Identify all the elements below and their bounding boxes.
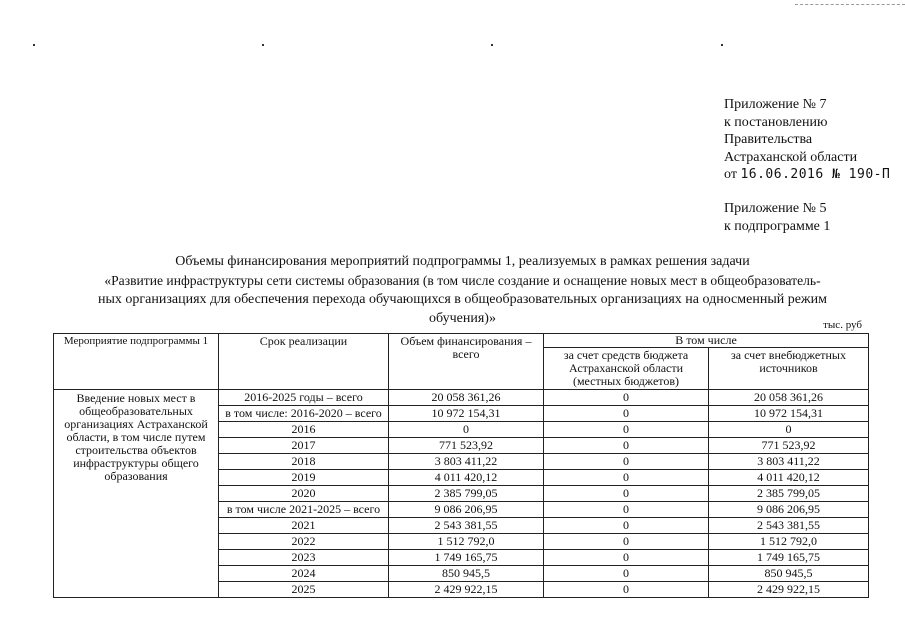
extra-cell: 850 945,5 bbox=[709, 566, 869, 582]
extra-cell: 1 512 792,0 bbox=[709, 534, 869, 550]
header-including: В том числе bbox=[544, 334, 869, 348]
header-total: Объем финансирования – всего bbox=[389, 334, 544, 390]
extra-cell: 20 058 361,26 bbox=[709, 390, 869, 406]
period-cell: в том числе: 2016-2020 – всего bbox=[219, 406, 389, 422]
header-event: Мероприятие подпрограммы 1 bbox=[54, 334, 219, 390]
header-budget: за счет средств бюджета Астраханской области (местных бюджетов) bbox=[544, 348, 709, 390]
budget-cell: 0 bbox=[544, 422, 709, 438]
total-cell: 2 543 381,55 bbox=[389, 518, 544, 534]
extra-cell: 2 543 381,55 bbox=[709, 518, 869, 534]
title-line: «Развитие инфраструктуры сети системы образования (в том числе создание и оснащение новых мест в общеобразователь- bbox=[104, 273, 821, 288]
period-cell: в том числе 2021-2025 – всего bbox=[219, 502, 389, 518]
budget-cell: 0 bbox=[544, 550, 709, 566]
title-line: обучения)» bbox=[429, 311, 496, 326]
period-cell: 2018 bbox=[219, 454, 389, 470]
extra-cell: 4 011 420,12 bbox=[709, 470, 869, 486]
period-cell: 2016-2025 годы – всего bbox=[219, 390, 389, 406]
total-cell: 20 058 361,26 bbox=[389, 390, 544, 406]
extra-cell: 771 523,92 bbox=[709, 438, 869, 454]
extra-cell: 10 972 154,31 bbox=[709, 406, 869, 422]
total-cell: 10 972 154,31 bbox=[389, 406, 544, 422]
annex-7-date-prefix: от bbox=[724, 167, 737, 182]
period-cell: 2022 bbox=[219, 534, 389, 550]
annex-7-block bbox=[724, 96, 890, 184]
total-cell: 4 011 420,12 bbox=[389, 470, 544, 486]
total-cell: 9 086 206,95 bbox=[389, 502, 544, 518]
period-cell: 2020 bbox=[219, 486, 389, 502]
extra-cell: 2 385 799,05 bbox=[709, 486, 869, 502]
total-cell: 2 385 799,05 bbox=[389, 486, 544, 502]
period-cell: 2017 bbox=[219, 438, 389, 454]
budget-cell: 0 bbox=[544, 518, 709, 534]
annex-7-date-number: 16.06.2016 № 190-П bbox=[740, 167, 891, 182]
total-cell: 3 803 411,22 bbox=[389, 454, 544, 470]
period-cell: 2025 bbox=[219, 582, 389, 598]
annex-7-line: Правительства bbox=[724, 132, 813, 147]
budget-cell: 0 bbox=[544, 438, 709, 454]
total-cell: 1 512 792,0 bbox=[389, 534, 544, 550]
table-row bbox=[54, 390, 869, 406]
scan-edge-line bbox=[795, 4, 905, 5]
annex-7-title: Приложение № 7 bbox=[724, 97, 827, 112]
scan-dot bbox=[491, 44, 493, 46]
budget-cell: 0 bbox=[544, 454, 709, 470]
financing-table bbox=[53, 333, 869, 598]
header-period: Срок реализации bbox=[219, 334, 389, 390]
unit-label: тыс. руб bbox=[823, 319, 862, 331]
title-line: ных организациях для обеспечения перехода обучающихся в общеобразовательных организациях на односменный режим bbox=[98, 292, 827, 307]
title-line: Объемы финансирования мероприятий подпрограммы 1, реализуемых в рамках решения задачи bbox=[175, 254, 750, 269]
annex-7-line: к постановлению bbox=[724, 114, 828, 130]
annex-5-title: Приложение № 5 bbox=[724, 201, 827, 216]
extra-cell: 3 803 411,22 bbox=[709, 454, 869, 470]
budget-cell: 0 bbox=[544, 534, 709, 550]
budget-cell: 0 bbox=[544, 470, 709, 486]
total-cell: 2 429 922,15 bbox=[389, 582, 544, 598]
total-cell: 0 bbox=[389, 422, 544, 438]
total-cell: 771 523,92 bbox=[389, 438, 544, 454]
header-extra: за счет внебюджетных источников bbox=[709, 348, 869, 390]
annex-7-line: Астраханской области bbox=[724, 149, 858, 165]
extra-cell: 9 086 206,95 bbox=[709, 502, 869, 518]
extra-cell: 2 429 922,15 bbox=[709, 582, 869, 598]
period-cell: 2021 bbox=[219, 518, 389, 534]
extra-cell: 1 749 165,75 bbox=[709, 550, 869, 566]
annex-5-line: к подпрограмме 1 bbox=[724, 218, 831, 234]
budget-cell: 0 bbox=[544, 486, 709, 502]
period-cell: 2024 bbox=[219, 566, 389, 582]
annex-5-block bbox=[724, 200, 830, 235]
total-cell: 850 945,5 bbox=[389, 566, 544, 582]
document-title bbox=[60, 252, 865, 328]
event-name-cell: Введение новых мест в общеобразовательных организациях Астраханской области, в том числе путем строительства объектов инфраструктуры общего образования bbox=[54, 390, 219, 598]
scan-dot bbox=[721, 44, 723, 46]
scan-dot bbox=[33, 44, 35, 46]
total-cell: 1 749 165,75 bbox=[389, 550, 544, 566]
budget-cell: 0 bbox=[544, 390, 709, 406]
period-cell: 2023 bbox=[219, 550, 389, 566]
period-cell: 2019 bbox=[219, 470, 389, 486]
scan-dot bbox=[262, 44, 264, 46]
table-header-row bbox=[54, 334, 869, 348]
budget-cell: 0 bbox=[544, 406, 709, 422]
annex-7-date-line bbox=[724, 166, 890, 184]
budget-cell: 0 bbox=[544, 582, 709, 598]
budget-cell: 0 bbox=[544, 502, 709, 518]
period-cell: 2016 bbox=[219, 422, 389, 438]
extra-cell: 0 bbox=[709, 422, 869, 438]
budget-cell: 0 bbox=[544, 566, 709, 582]
